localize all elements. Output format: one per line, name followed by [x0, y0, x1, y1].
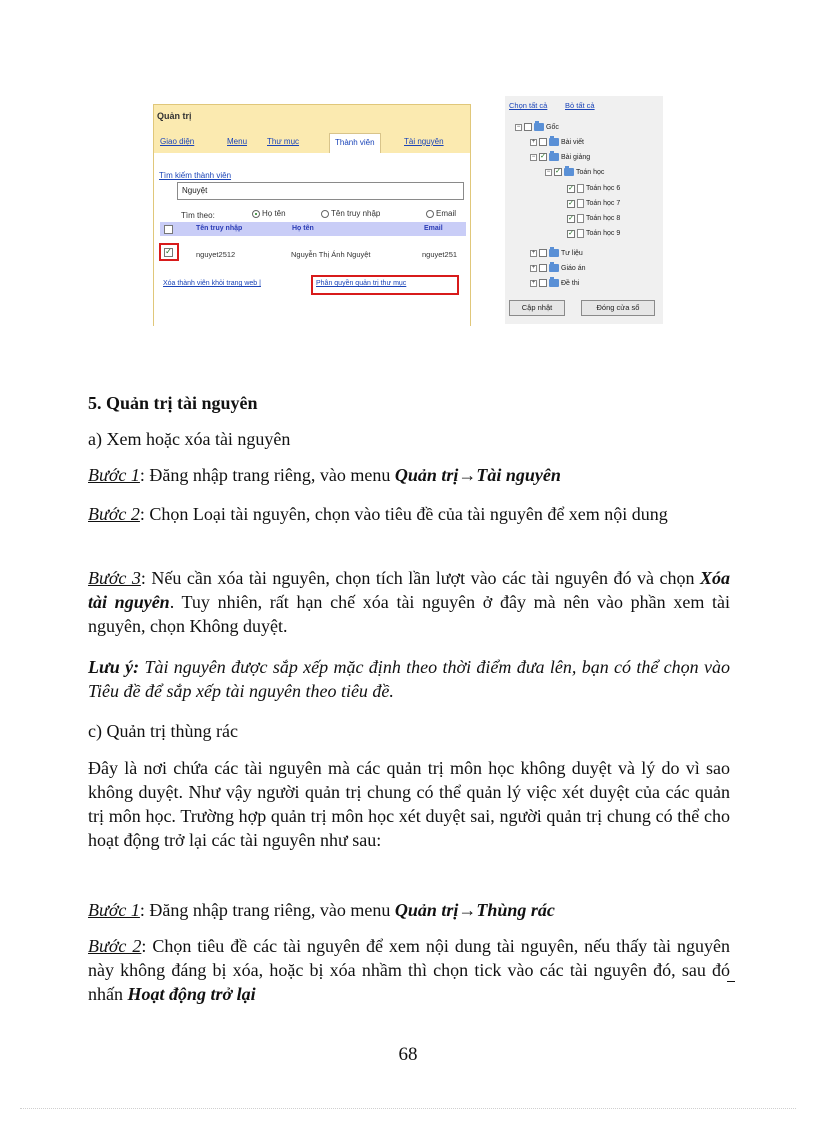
folder-icon	[549, 249, 559, 257]
step-a1	[88, 463, 730, 487]
expand-icon[interactable]: +	[531, 249, 536, 256]
tab-tai-nguyen[interactable]: Tài nguyên	[404, 137, 444, 146]
header-username[interactable]: Tên truy nhập	[196, 225, 243, 232]
step-label: Bước 1	[88, 900, 140, 920]
step-label: Bước 2	[88, 936, 142, 956]
expand-icon[interactable]: +	[531, 264, 536, 271]
panel-body	[154, 153, 470, 326]
folder-icon	[549, 264, 559, 272]
tree-node-toan-hoc-6[interactable]	[567, 184, 620, 193]
radio-label: Email	[436, 209, 457, 218]
row-checkbox-checked[interactable]: ✓	[165, 247, 172, 256]
step-label: Bước 1	[88, 465, 140, 485]
row-fullname: Nguyễn Thị Ánh Nguyệt	[291, 250, 371, 259]
step-text: : Nếu cần xóa tài nguyên, chọn tích lần lượt vào các tài nguyên đó và chọn	[140, 568, 700, 588]
select-all-checkbox[interactable]	[164, 225, 173, 234]
admin-panel-screenshot	[153, 104, 471, 326]
remove-member-link[interactable]: Xóa thành viên khỏi trang web |	[163, 280, 261, 287]
expand-icon[interactable]: +	[531, 138, 536, 145]
header-fullname[interactable]: Họ tên	[292, 225, 314, 232]
search-input[interactable]: Nguyệt	[177, 182, 464, 200]
step-text: . Tuy nhiên, rất hạn chế xóa tài nguyên ở đây mà nên vào phần xem tài nguyên, chọn Không duyệt.	[88, 592, 730, 636]
node-label: Toán học 8	[586, 215, 621, 222]
folder-icon	[549, 153, 559, 161]
tab-menu[interactable]: Menu	[227, 137, 248, 146]
collapse-icon[interactable]: −	[516, 123, 521, 130]
tree-node-de-thi[interactable]	[530, 279, 579, 287]
note-label: Lưu ý:	[88, 657, 140, 677]
radio-dot	[321, 210, 329, 218]
expand-icon[interactable]: +	[531, 279, 536, 286]
folder-icon	[564, 168, 574, 176]
step-text: : Chọn tiêu đề các tài nguyên để xem nội dung tài nguyên, nếu thấy tài nguyên này không đáng bị xóa, hoặc bị xóa nhầm thì chọn tick vào các tài nguyên đó, sau đó nhấn	[88, 936, 730, 1004]
search-by-label: Tìm theo:	[181, 211, 215, 220]
step-a3	[88, 566, 730, 638]
action-name: Hoạt động trở lại	[127, 984, 256, 1004]
node-checkbox[interactable]	[539, 249, 547, 257]
tree-node-toan-hoc-8[interactable]	[567, 214, 620, 223]
tree-node-giao-an[interactable]	[530, 264, 586, 272]
step-a2	[88, 502, 730, 526]
row-username: nguyet2512	[196, 250, 236, 259]
folder-icon	[534, 123, 544, 131]
node-checkbox-checked[interactable]: ✓	[568, 184, 574, 192]
folder-icon	[549, 279, 559, 287]
tree-node-toan-hoc[interactable]	[545, 168, 604, 176]
step-text: : Đăng nhập trang riêng, vào menu	[139, 465, 395, 485]
node-checkbox[interactable]	[539, 279, 547, 287]
tree-node-toan-hoc-7[interactable]	[567, 199, 620, 208]
action-name: Xóa tài nguyên	[88, 568, 730, 612]
node-checkbox-checked[interactable]: ✓	[568, 214, 574, 222]
node-checkbox[interactable]	[539, 138, 547, 146]
row-email: nguyet251	[422, 250, 458, 259]
step-label: Bước 3	[88, 568, 141, 588]
node-checkbox-checked[interactable]: ✓	[540, 153, 546, 160]
admin-tabs	[154, 133, 470, 153]
subsection-a: a) Xem hoặc xóa tài nguyên	[88, 429, 291, 449]
note	[88, 655, 730, 703]
file-icon	[577, 199, 584, 208]
step-label: Bước 2	[88, 504, 140, 524]
file-icon	[577, 184, 584, 193]
node-label: Bài giảng	[561, 153, 591, 161]
node-label: Bài viết	[561, 138, 584, 146]
tree-node-toan-hoc-9[interactable]	[567, 229, 620, 238]
node-label: Toán học 7	[586, 200, 621, 207]
step-text: : Chọn Loại tài nguyên, chọn vào tiêu đề của tài nguyên để xem nội dung	[139, 504, 668, 524]
radio-label: Họ tên	[262, 209, 286, 218]
search-member-link[interactable]: Tìm kiếm thành viên	[159, 171, 232, 180]
node-label: Toán học 6	[586, 185, 621, 192]
menu-path: Quản trị→Tài nguyên	[394, 465, 561, 485]
close-window-button[interactable]: Đóng cửa sổ	[581, 300, 655, 316]
tab-thu-muc[interactable]: Thư mục	[267, 137, 300, 146]
node-label: Tư liệu	[561, 249, 583, 257]
update-button[interactable]: Cập nhật	[509, 300, 565, 316]
node-label: Đề thi	[561, 279, 580, 287]
step-c1	[88, 898, 730, 922]
node-label: Giáo án	[561, 264, 586, 272]
folder-permission-link[interactable]: Phân quyền quản trị thư mục	[316, 280, 407, 287]
members-table-header	[160, 222, 466, 236]
section-heading: 5. Quản trị tài nguyên	[88, 393, 258, 413]
node-checkbox[interactable]	[524, 123, 532, 131]
node-checkbox-checked[interactable]: ✓	[568, 229, 574, 237]
node-checkbox-checked[interactable]: ✓	[568, 199, 574, 207]
menu-path: Quản trị→Thùng rác	[394, 900, 555, 920]
file-icon	[577, 229, 584, 238]
radio-dot	[426, 210, 434, 218]
paragraph-c: Đây là nơi chứa các tài nguyên mà các quản trị môn học không duyệt và lý do vì sao không duyệt. Như vậy người quản trị chung có thể quản lý việc xét duyệt của các quản trị môn học. Trường hợp quản trị môn học xét duyệt sai, người quản trị chung có thể cho hoạt động trở lại các tài nguyên như sau:	[88, 758, 730, 850]
radio-label: Tên truy nhập	[331, 209, 381, 218]
tree-node-bai-viet[interactable]	[530, 138, 584, 146]
page-number: 68	[398, 1044, 418, 1065]
tree-node-bai-giang[interactable]	[530, 153, 590, 161]
tree-node-goc[interactable]	[515, 123, 559, 131]
stray-dash	[727, 981, 735, 982]
tab-thanh-vien[interactable]: Thành viên	[329, 133, 381, 153]
deselect-all-link[interactable]: Bỏ tất cả	[565, 101, 595, 110]
step-c2	[88, 934, 730, 1006]
node-label: Toán học	[576, 168, 605, 176]
radio-email[interactable]	[426, 209, 456, 218]
subsection-c: c) Quản trị thùng rác	[88, 721, 238, 741]
radio-username[interactable]	[321, 209, 380, 218]
collapse-icon[interactable]: −	[546, 168, 551, 175]
radio-dot-selected	[252, 210, 260, 218]
file-icon	[577, 214, 584, 223]
node-label: Toán học 9	[586, 230, 621, 237]
footer-divider	[20, 1108, 796, 1109]
folder-tree-screenshot	[505, 96, 663, 324]
note-text: Tài nguyên được sắp xếp mặc định theo thời điểm đưa lên, bạn có thể chọn vào Tiêu đề để sắp xếp tài nguyên theo tiêu đề.	[88, 657, 730, 701]
node-label: Gốc	[546, 123, 559, 131]
tree-node-tu-lieu[interactable]	[530, 249, 583, 257]
step-text: : Đăng nhập trang riêng, vào menu	[139, 900, 395, 920]
node-checkbox[interactable]	[539, 264, 547, 272]
radio-full-name[interactable]	[252, 209, 286, 218]
header-email[interactable]: Email	[424, 225, 443, 232]
folder-icon	[549, 138, 559, 146]
tab-giao-dien[interactable]: Giao diện	[160, 137, 195, 146]
panel-title: Quản trị	[157, 111, 192, 121]
collapse-icon[interactable]: −	[531, 153, 536, 160]
select-all-link[interactable]: Chọn tất cả	[509, 101, 548, 110]
node-checkbox-checked[interactable]: ✓	[555, 168, 561, 175]
